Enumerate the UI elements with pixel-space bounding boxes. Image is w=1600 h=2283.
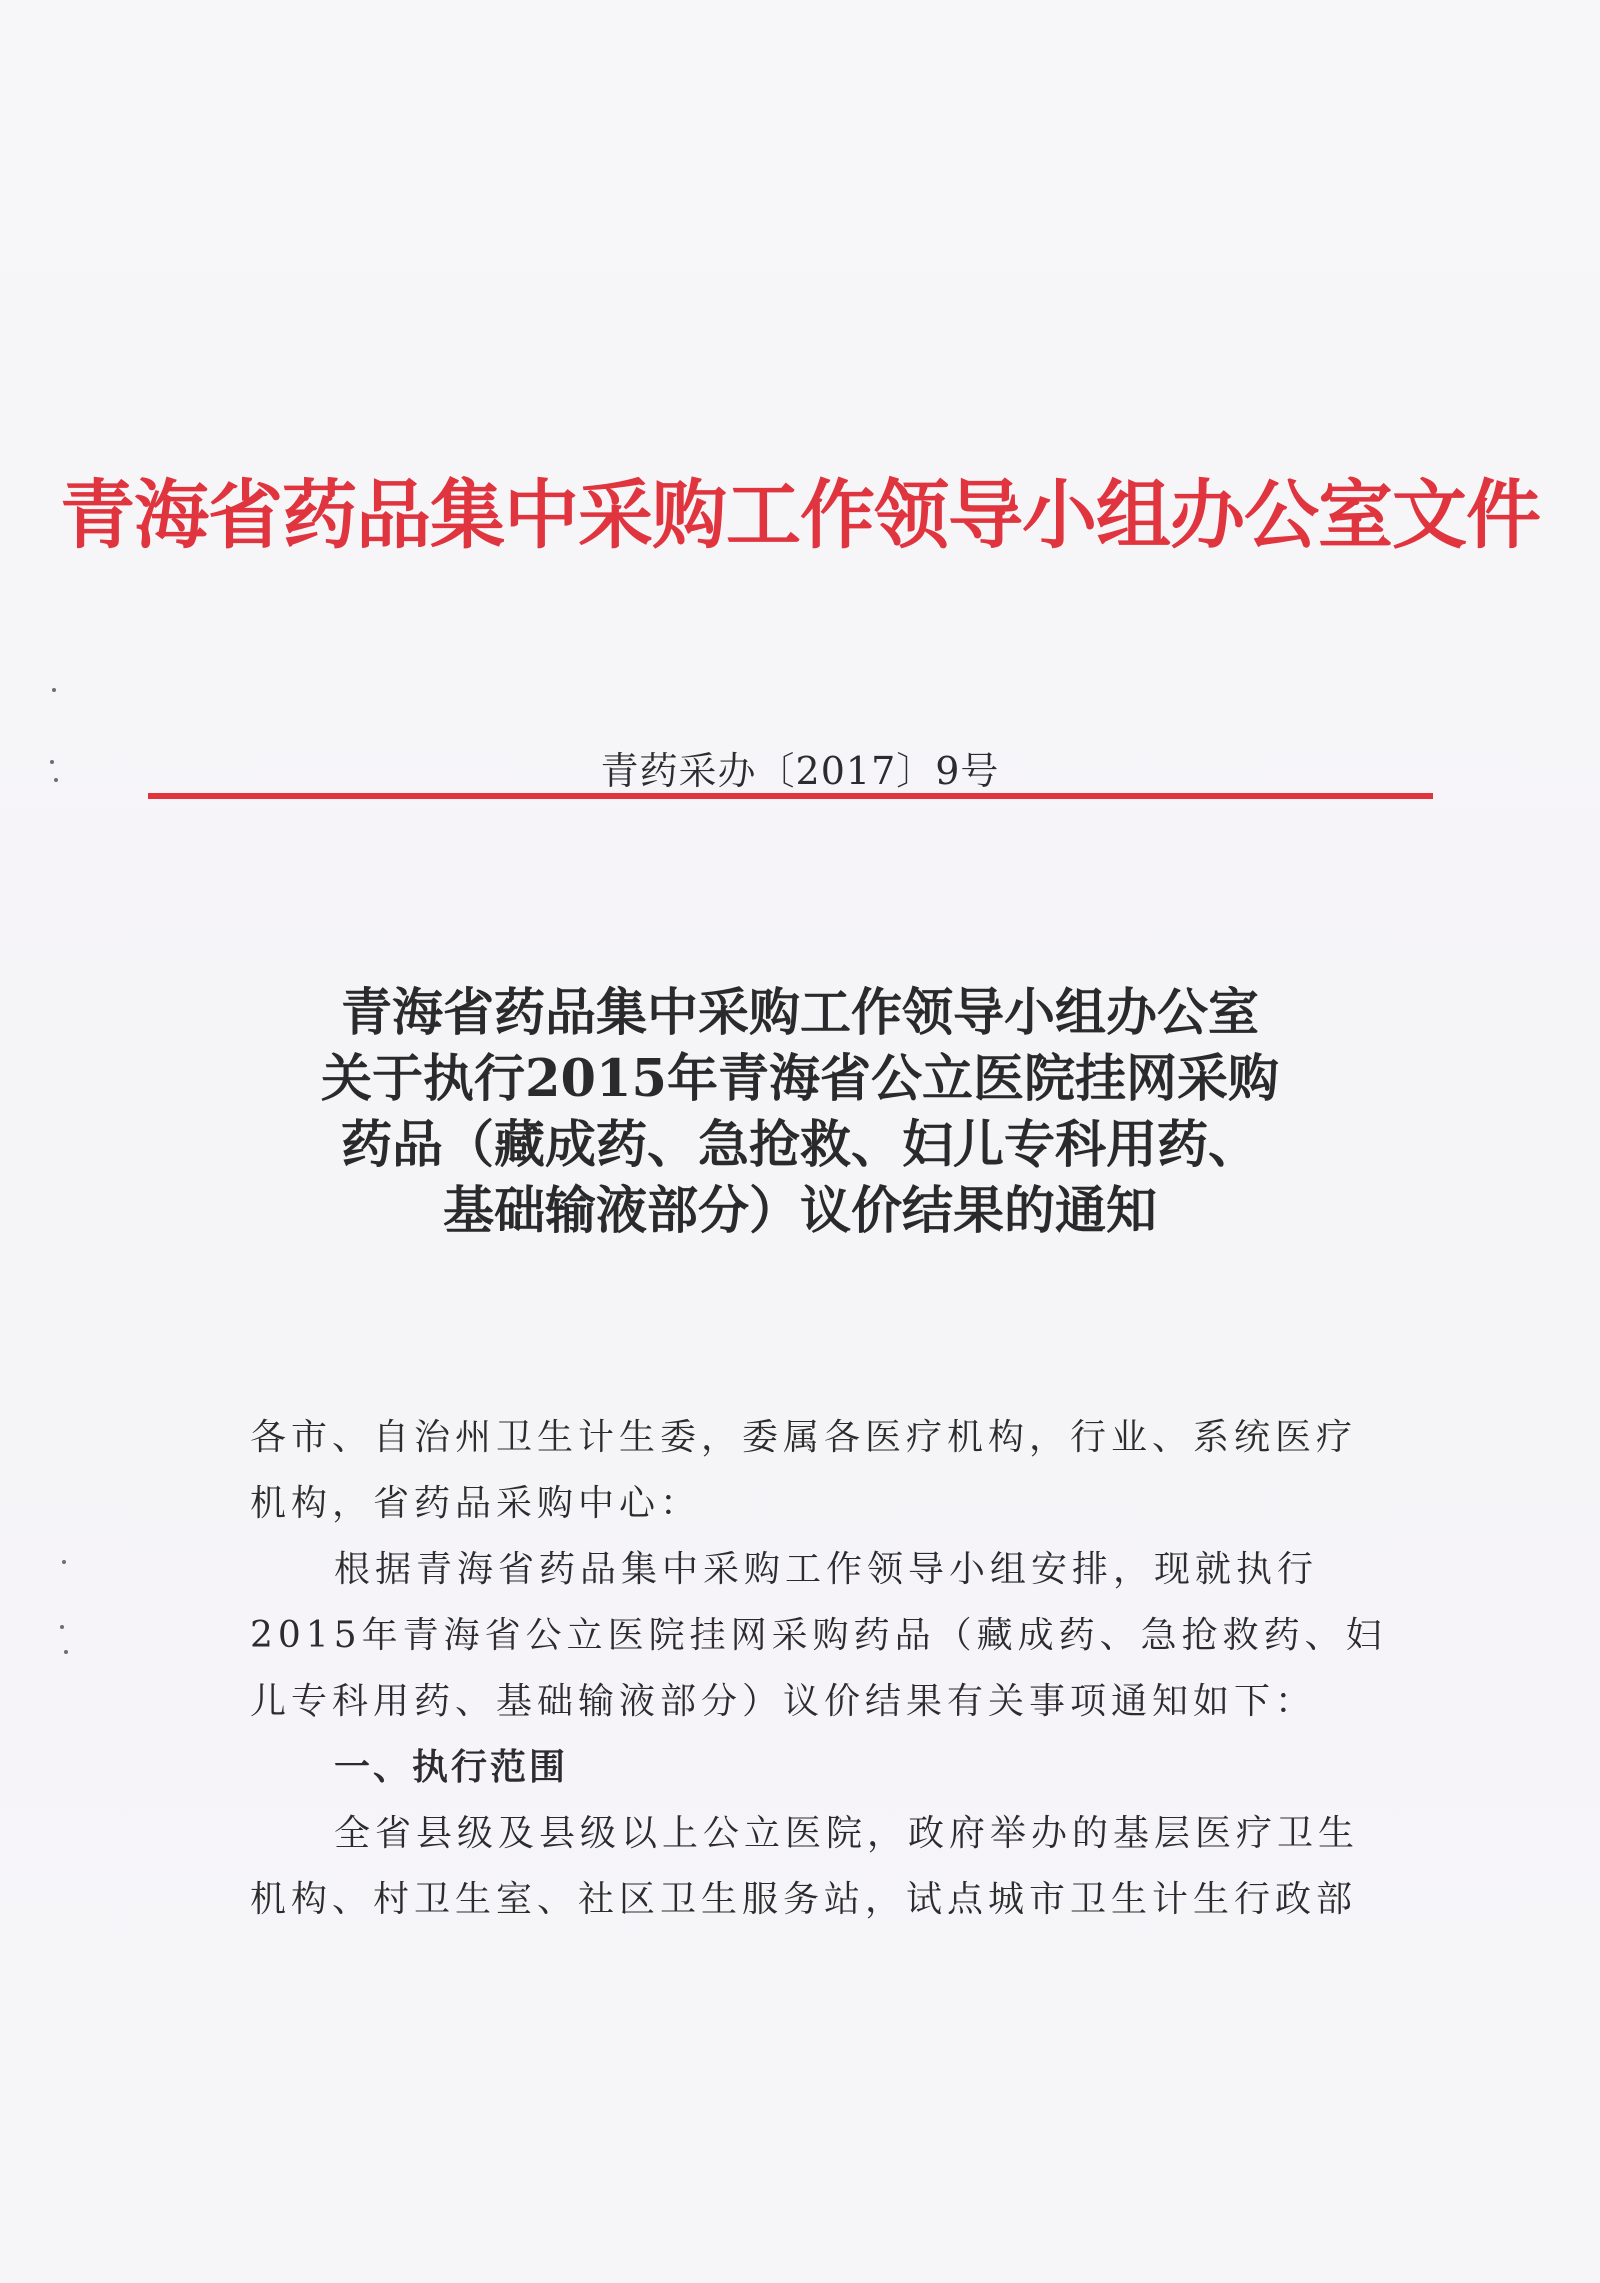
notice-title-line: 青海省药品集中采购工作领导小组办公室	[340, 983, 1259, 1043]
document-header-title: 青海省药品集中采购工作领导小组办公室文件	[59, 471, 1540, 559]
notice-body	[250, 1405, 1400, 1933]
scan-speck	[64, 1650, 68, 1654]
body-paragraph-line: 2015年青海省公立医院挂网采购药品（藏成药、急抢救药、妇	[250, 1615, 1387, 1656]
scan-speck	[50, 760, 54, 764]
body-paragraph-line: 儿专科用药、基础输液部分）议价结果有关事项通知如下：	[250, 1681, 1317, 1722]
body-paragraph-line: 机构、村卫生室、社区卫生服务站，试点城市卫生计生行政部	[250, 1879, 1358, 1920]
section-heading: 一、执行范围	[334, 1747, 569, 1788]
notice-title-line: 药品（藏成药、急抢救、妇儿专科用药、	[340, 1115, 1259, 1175]
recipients-line: 各市、自治州卫生计生委，委属各医疗机构，行业、系统医疗	[250, 1417, 1358, 1458]
body-paragraph-line: 全省县级及县级以上公立医院，政府举办的基层医疗卫生	[334, 1813, 1360, 1854]
scan-speck	[54, 778, 58, 782]
scan-speck	[52, 688, 56, 692]
recipients-line: 机构，省药品采购中心：	[250, 1483, 702, 1524]
header-red-rule	[148, 793, 1433, 799]
scan-speck	[62, 1560, 66, 1564]
body-paragraph-line: 根据青海省药品集中采购工作领导小组安排，现就执行	[334, 1549, 1319, 1590]
notice-title-line: 关于执行2015年青海省公立医院挂网采购	[321, 1049, 1279, 1109]
document-number: 青药采办〔2017〕9号	[600, 749, 1000, 793]
notice-title-line: 基础输液部分）议价结果的通知	[442, 1181, 1157, 1241]
notice-title	[0, 980, 1600, 1244]
scan-speck	[60, 1625, 64, 1629]
